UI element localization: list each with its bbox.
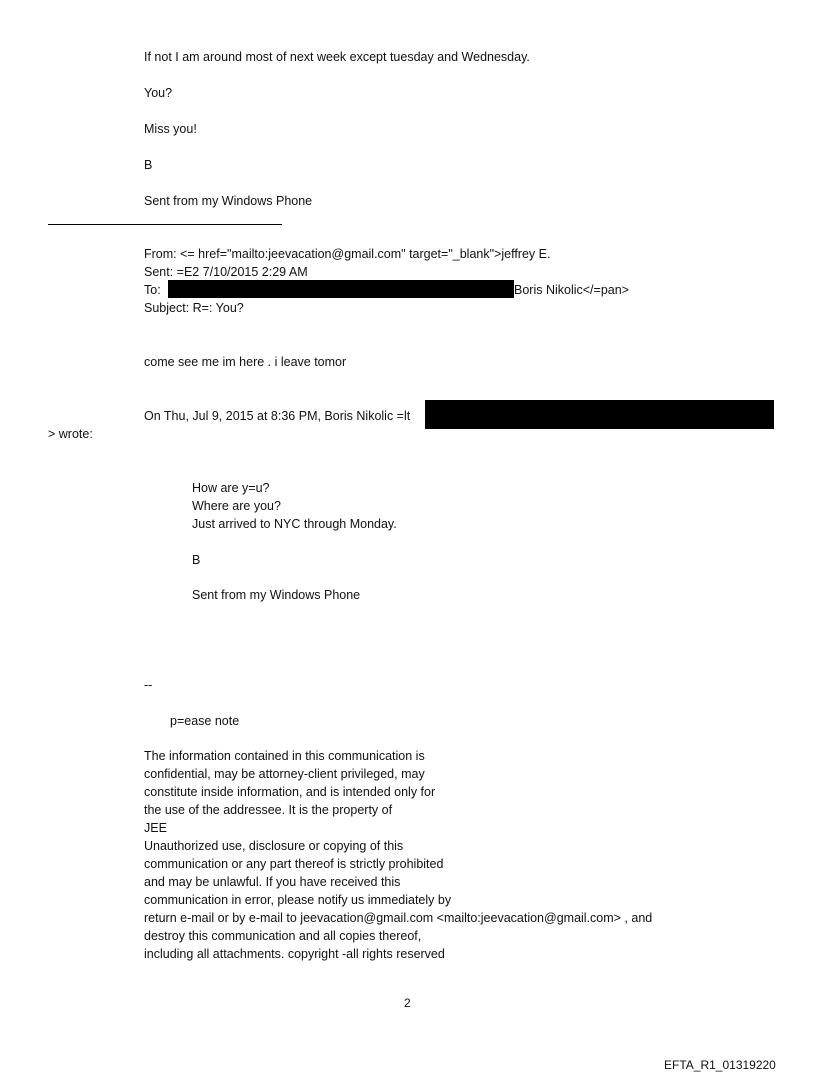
disclaimer-line: confidential, may be attorney-client privileged, may — [144, 767, 425, 781]
redaction-bar — [168, 280, 514, 298]
disclaimer-line: The information contained in this communication is — [144, 749, 425, 763]
quoted-line: Just arrived to NYC through Monday. — [192, 517, 397, 531]
signature: Sent from my Windows Phone — [144, 194, 313, 208]
redaction-bar — [425, 400, 774, 429]
disclaimer-title: p=ease note — [170, 714, 240, 728]
message-line: B — [144, 158, 153, 172]
separator: -- — [144, 678, 153, 692]
header-subject: Subject: R=: You? — [144, 301, 244, 315]
header-sent: Sent: =E2 7/10/2015 2:29 AM — [144, 265, 308, 279]
header-to-name: Boris Nikolic</=pan> — [514, 283, 629, 297]
disclaimer-line: and may be unlawful. If you have received this — [144, 875, 401, 889]
disclaimer-line: destroy this communication and all copies thereof, — [144, 929, 422, 943]
quoted-line: How are y=u? — [192, 481, 270, 495]
disclaimer-line: Unauthorized use, disclosure or copying of this — [144, 839, 404, 853]
disclaimer-line: JEE — [144, 821, 167, 835]
message-line: You? — [144, 86, 173, 100]
page-number: 2 — [404, 996, 411, 1010]
bates-id: EFTA_R1_01319220 — [664, 1058, 776, 1072]
disclaimer-line: communication in error, please notify us immediately by — [144, 893, 452, 907]
message-line: Miss you! — [144, 122, 197, 136]
quoted-signature: Sent from my Windows Phone — [192, 588, 361, 602]
reply-body: come see me im here . i leave tomor — [144, 355, 347, 369]
disclaimer-line: the use of the addressee. It is the property of — [144, 803, 393, 817]
divider — [48, 224, 282, 225]
quoted-line: B — [192, 553, 201, 567]
quote-intro: On Thu, Jul 9, 2015 at 8:36 PM, Boris Nikolic =lt — [144, 409, 411, 423]
header-to-label: To: — [144, 283, 161, 297]
disclaimer-line: constitute inside information, and is intended only for — [144, 785, 436, 799]
quoted-line: Where are you? — [192, 499, 281, 513]
disclaimer-line: communication or any part thereof is strictly prohibited — [144, 857, 444, 871]
header-from: From: <= href="mailto:jeevacation@gmail.com" target="_blank">jeffrey E. — [144, 247, 551, 261]
quote-wrote: > wrote: — [48, 427, 93, 441]
disclaimer-line: including all attachments. copyright -all rights reserved — [144, 947, 445, 961]
disclaimer-line: return e-mail or by e-mail to jeevacation@gmail.com <mailto:jeevacation@gmail.com> , and — [144, 911, 653, 925]
message-line: If not I am around most of next week except tuesday and Wednesday. — [144, 50, 530, 64]
